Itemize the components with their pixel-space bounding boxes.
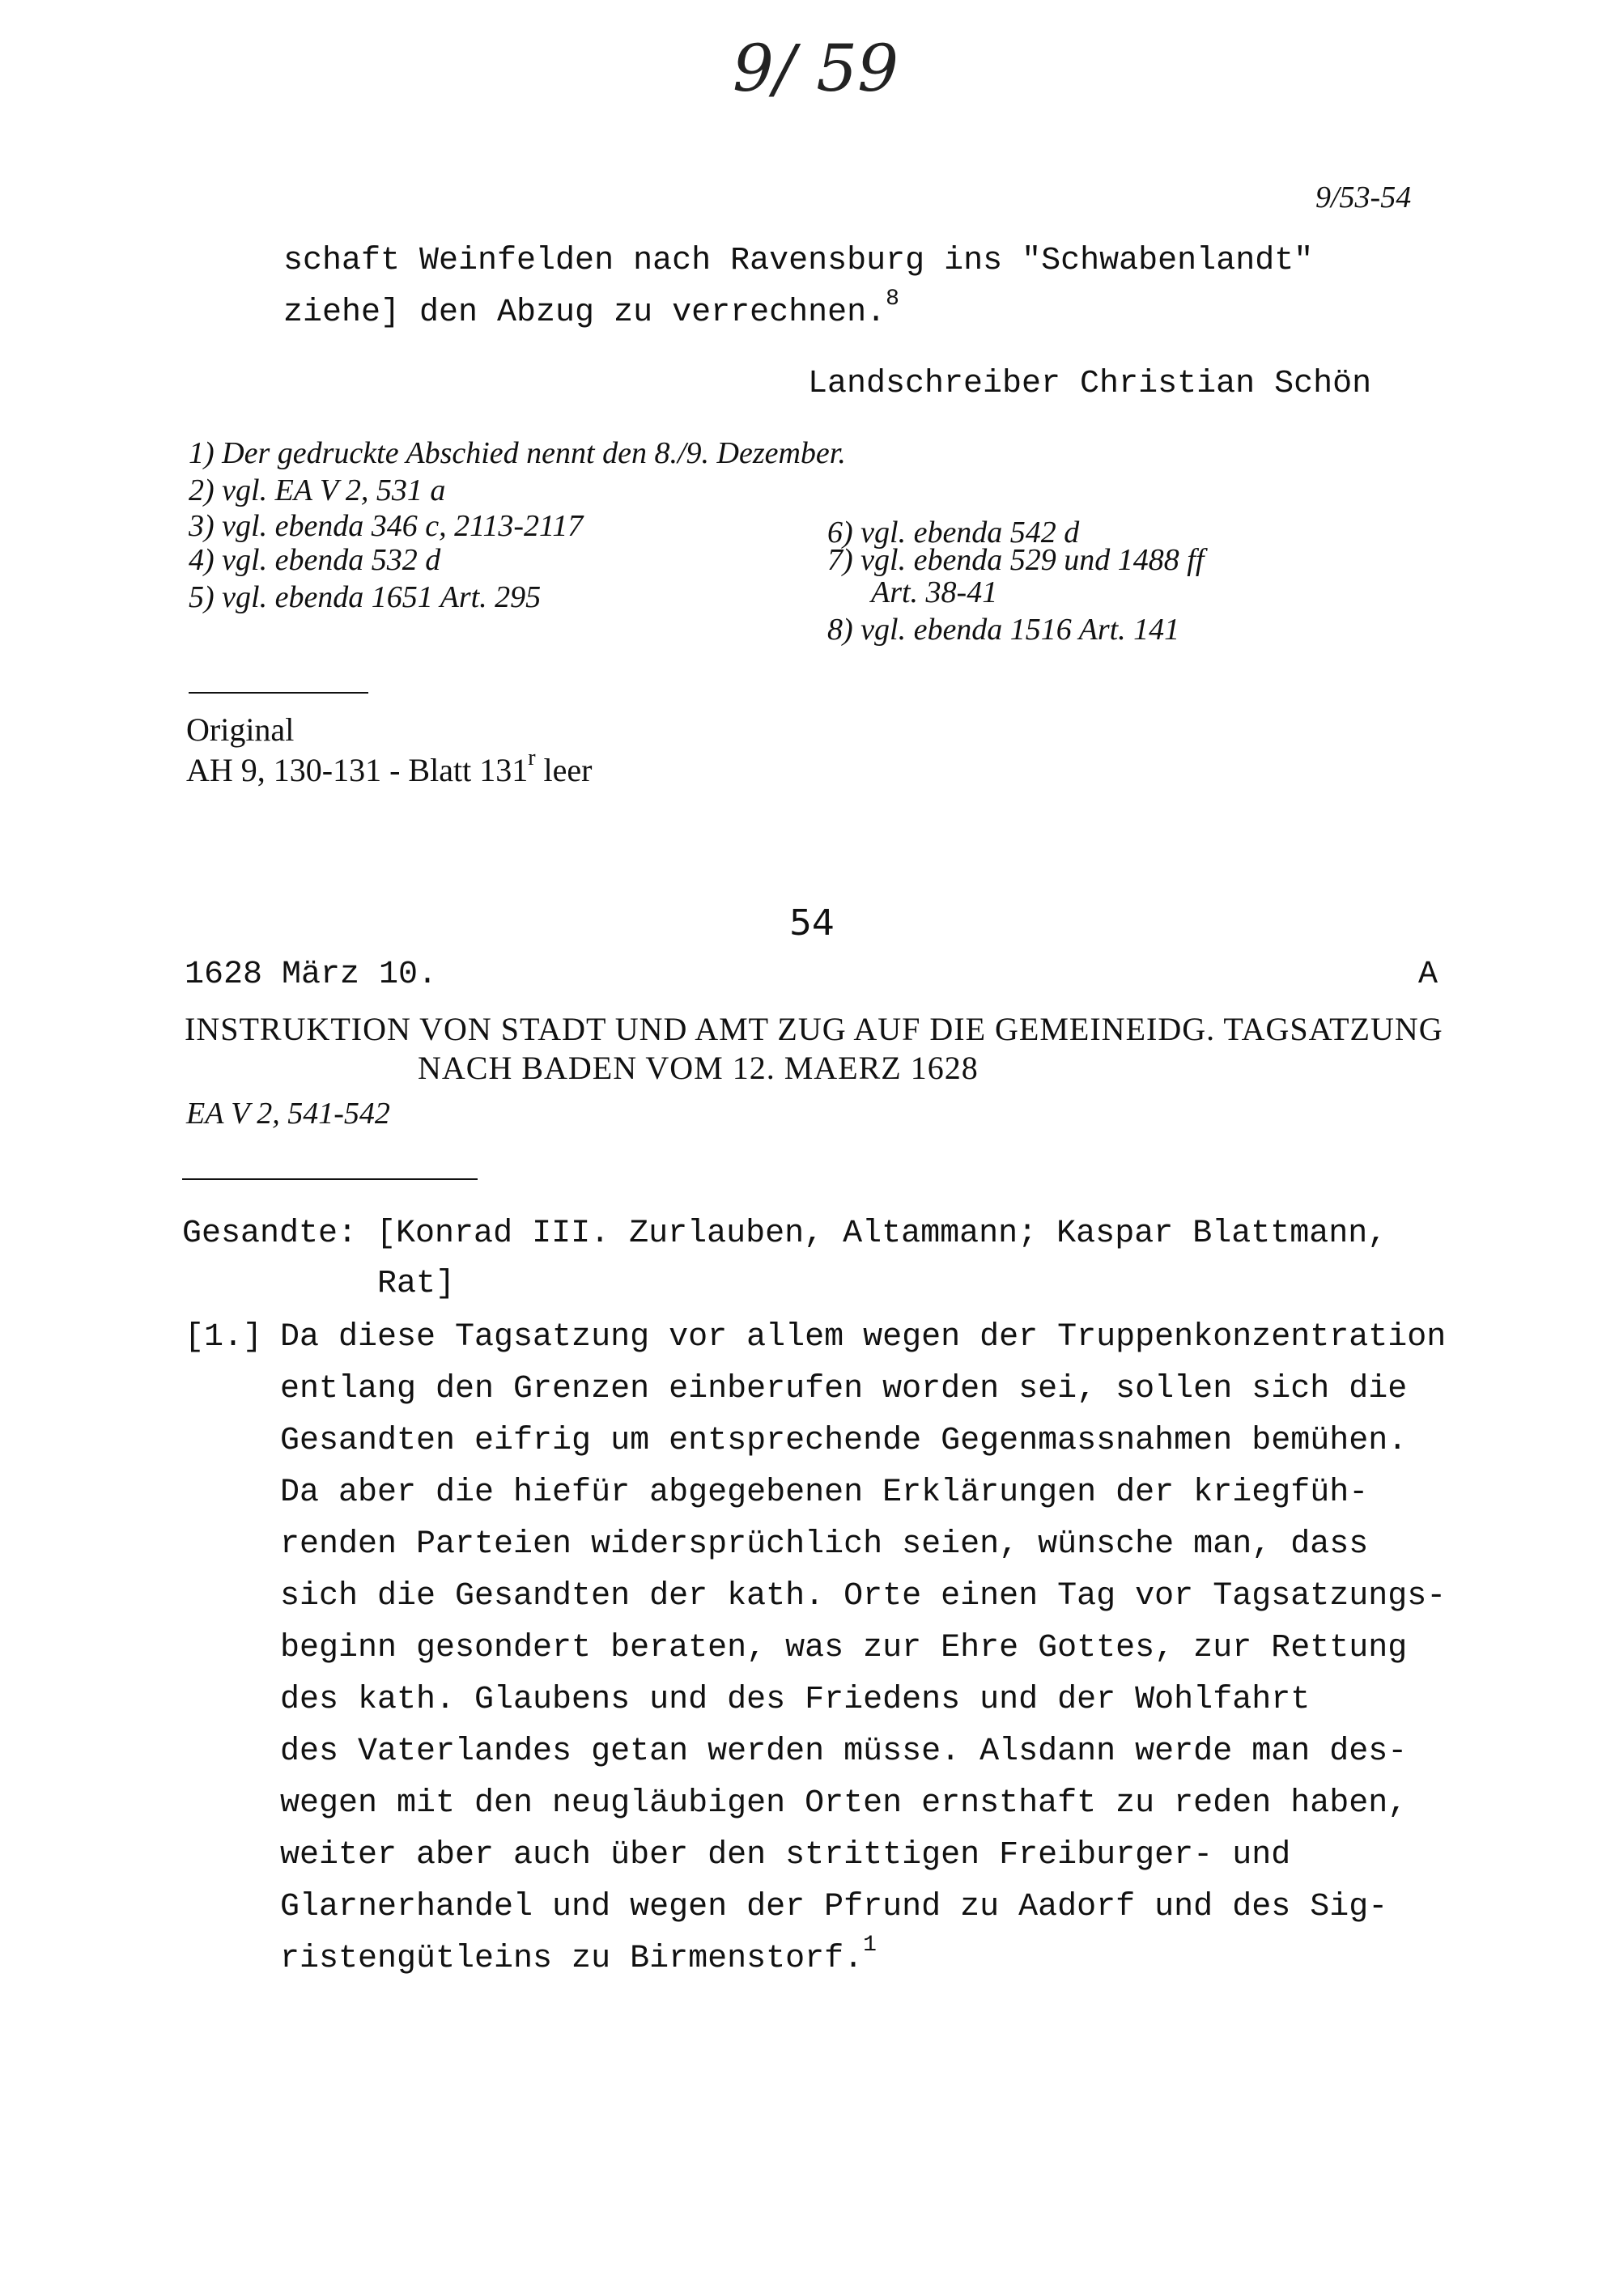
continuation-line-2 [283, 286, 899, 331]
handwritten-page-number: 9/ 59 [733, 31, 899, 106]
footnote-3: 3) vgl. ebenda 346 c, 2113-2117 [189, 509, 584, 543]
footnote-5: 5) vgl. ebenda 1651 Art. 295 [189, 580, 542, 614]
source-label: Original [186, 711, 295, 748]
item-line: sich die Gesandten der kath. Orte einen Tag vor Tagsatzungs- [280, 1578, 1447, 1615]
document-number: 54 [789, 902, 835, 944]
item-line: wegen mit den neugläubigen Orten ernsthaft zu reden haben, [280, 1785, 1408, 1822]
item-last-line-text: ristengütleins zu Birmenstorf. [280, 1941, 864, 1977]
item-line: entlang den Grenzen einberufen worden sei, sollen sich die [280, 1371, 1408, 1407]
item-line: Glarnerhandel und wegen der Pfrund zu Aadorf und des Sig- [280, 1889, 1388, 1925]
source-reference-sup: r [528, 745, 536, 770]
item-line: Da diese Tagsatzung vor allem wegen der Truppenkonzentration [280, 1319, 1447, 1356]
footnote-8: 8) vgl. ebenda 1516 Art. 141 [827, 613, 1180, 647]
envoys-line-1: Gesandte: [Konrad III. Zurlauben, Altammann; Kaspar Blattmann, [182, 1216, 1387, 1252]
footnote-7: 7) vgl. ebenda 529 und 1488 ff [827, 543, 1205, 577]
item-line: weiter aber auch über den strittigen Freiburger- und [280, 1837, 1291, 1874]
envoys-line-2: Rat] [377, 1266, 456, 1302]
document-title-line-1: INSTRUKTION VON STADT UND AMT ZUG AUF DIE GEMEINEIDG. TAGSATZUNG [185, 1011, 1443, 1047]
footnote-7-continuation: Art. 38-41 [871, 575, 998, 609]
divider-rule-2 [182, 1178, 478, 1180]
signature: Landschreiber Christian Schön [808, 366, 1372, 402]
item-line: des kath. Glaubens und des Friedens und der Wohlfahrt [280, 1682, 1311, 1718]
divider-rule-1 [189, 692, 368, 694]
item-line: Da aber die hiefür abgegebenen Erklärungen der kriegfüh- [280, 1475, 1369, 1511]
document-title-line-2: NACH BADEN VOM 12. MAERZ 1628 [418, 1050, 979, 1086]
page-reference: 9/53-54 [1315, 180, 1412, 214]
continuation-line-1: schaft Weinfelden nach Ravensburg ins "Schwabenlandt" [283, 243, 1314, 279]
source-reference-prefix: AH 9, 130-131 - Blatt 131 [186, 752, 529, 788]
item-line: beginn gesondert beraten, was zur Ehre Gottes, zur Rettung [280, 1630, 1408, 1666]
item-line: renden Parteien widersprüchlich seien, wünsche man, dass [280, 1526, 1369, 1563]
footnote-6: 6) vgl. ebenda 542 d [827, 516, 1080, 550]
item-label: [1.] [185, 1319, 263, 1356]
source-reference [186, 745, 593, 789]
item-line: Gesandten eifrig um entsprechende Gegenmassnahmen bemühen. [280, 1423, 1408, 1459]
document-letter: A [1418, 957, 1438, 993]
document-date: 1628 März 10. [185, 957, 438, 993]
item-last-line [280, 1933, 877, 1977]
document-reference: EA V 2, 541-542 [186, 1097, 390, 1131]
footnote-marker-8: 8 [886, 286, 899, 312]
footnote-marker-1: 1 [863, 1933, 877, 1958]
item-line: des Vaterlandes getan werden müsse. Alsdann werde man des- [280, 1734, 1408, 1770]
footnote-1: 1) Der gedruckte Abschied nennt den 8./9. Dezember. [189, 436, 846, 470]
footnote-4: 4) vgl. ebenda 532 d [189, 543, 441, 577]
continuation-line-2-text: ziehe] den Abzug zu verrechnen. [283, 295, 886, 331]
footnote-2: 2) vgl. EA V 2, 531 a [189, 473, 446, 507]
source-reference-suffix: leer [535, 752, 593, 788]
